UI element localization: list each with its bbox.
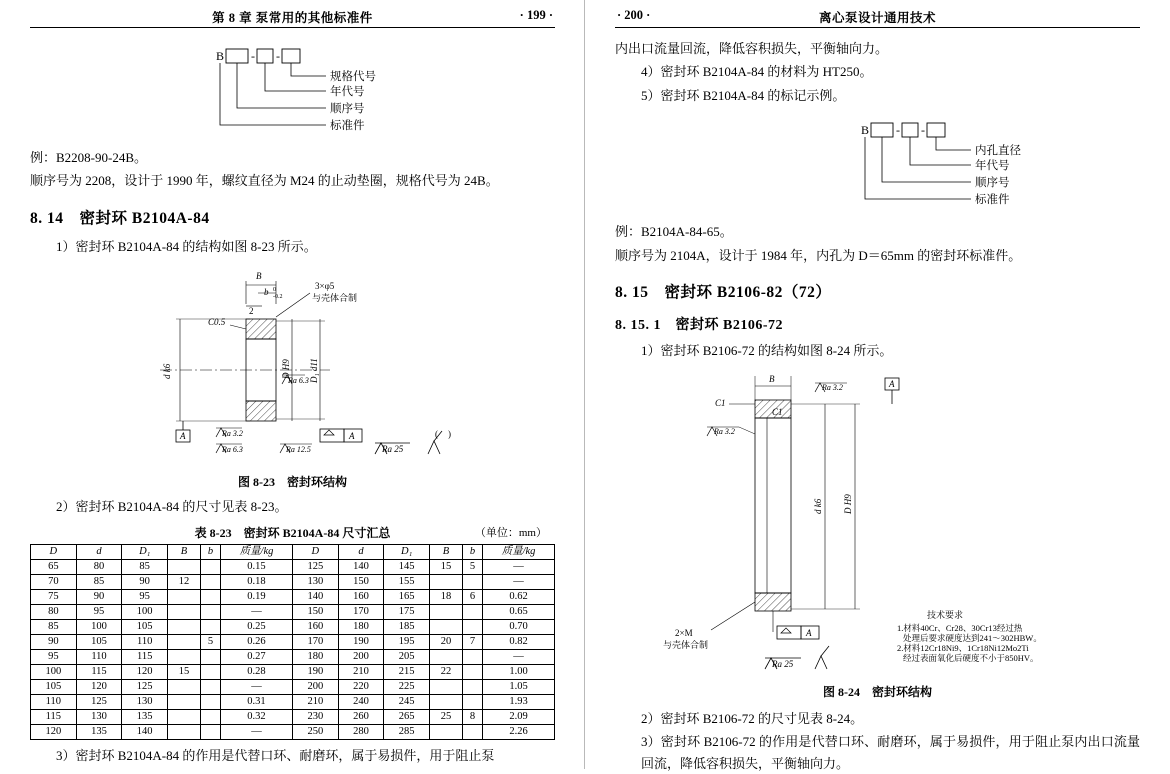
table-cell	[168, 679, 201, 694]
right-chapter-title: 离心泵设计通用技术	[818, 11, 936, 25]
table-cell: 0.70	[483, 619, 555, 634]
table-cell: 120	[31, 724, 77, 739]
svg-text:0: 0	[273, 287, 276, 294]
left-chapter-title: 第 8 章 泵常用的其他标准件	[212, 11, 373, 25]
table-cell	[168, 604, 201, 619]
table-cell	[462, 724, 482, 739]
right-label-2: 顺序号	[975, 177, 1010, 190]
table-cell: 250	[292, 724, 338, 739]
table-cell: 200	[338, 649, 384, 664]
table-cell: 105	[122, 619, 168, 634]
table-cell	[168, 694, 201, 709]
table-row	[31, 574, 555, 589]
table-row	[31, 694, 555, 709]
svg-text:2×M: 2×M	[675, 627, 693, 638]
table-cell	[200, 559, 220, 574]
right-label-1: 年代号	[975, 160, 1010, 173]
table-cell: —	[220, 604, 292, 619]
table-row	[31, 559, 555, 574]
figure-8-23-svg	[30, 259, 550, 464]
svg-text:A: A	[349, 431, 355, 442]
table-cell: 0.82	[483, 634, 555, 649]
table-cell: 115	[76, 664, 122, 679]
right-designation-diagram	[615, 112, 1140, 217]
table-cell: 120	[122, 664, 168, 679]
table-cell: 125	[122, 679, 168, 694]
figure-8-23-caption: 图 8-23 密封环结构	[238, 475, 347, 490]
table-cell: 90	[122, 574, 168, 589]
table-cell: 210	[338, 664, 384, 679]
table-cell: 130	[122, 694, 168, 709]
figure-8-24-caption: 图 8-24 密封环结构	[823, 684, 932, 699]
table-cell: 80	[76, 559, 122, 574]
table-cell: 140	[338, 559, 384, 574]
table-cell: 210	[292, 694, 338, 709]
table-cell: 2.26	[483, 724, 555, 739]
table-cell: 180	[292, 649, 338, 664]
table-cell	[168, 634, 201, 649]
th-5: 质量/kg	[220, 544, 292, 559]
right-page	[585, 0, 1170, 769]
table-cell: 140	[122, 724, 168, 739]
table-8-23	[30, 544, 555, 740]
table-cell: 105	[31, 679, 77, 694]
th-3: B	[168, 544, 201, 559]
table-cell: 185	[384, 619, 430, 634]
table-cell	[200, 604, 220, 619]
figure-8-23	[30, 259, 555, 469]
table-cell	[462, 574, 482, 589]
table-cell: 12	[168, 574, 201, 589]
table-cell: 135	[122, 709, 168, 724]
table-cell	[430, 724, 463, 739]
table-row	[31, 649, 555, 664]
table-cell	[200, 724, 220, 739]
right-label-0: 内孔直径	[975, 145, 1021, 158]
table-cell	[430, 604, 463, 619]
table-row	[31, 709, 555, 724]
table-8-23-unit: （单位：mm）	[474, 526, 547, 539]
svg-text:A: A	[889, 378, 895, 389]
svg-text:与壳体合制: 与壳体合制	[663, 639, 709, 650]
left-designation-diagram	[30, 38, 555, 143]
th-2: D₁	[122, 544, 168, 559]
table-cell: 18	[430, 589, 463, 604]
table-cell: 100	[31, 664, 77, 679]
svg-text:-: -	[896, 123, 900, 138]
table-row	[31, 724, 555, 739]
table-cell: 0.62	[483, 589, 555, 604]
table-cell: 245	[384, 694, 430, 709]
right-example-line: 例：B2104A-84-65。	[615, 224, 733, 240]
svg-text:Ra 3.2: Ra 3.2	[222, 429, 243, 439]
table-cell	[430, 679, 463, 694]
left-item-2: 2）密封环 B2104A-84 的尺寸见表 8-23。	[56, 499, 288, 515]
right-running-head	[615, 8, 1140, 28]
table-cell: 0.18	[220, 574, 292, 589]
table-cell: 22	[430, 664, 463, 679]
left-section-title: 8. 14 密封环 B2104A-84	[30, 209, 210, 227]
table-cell	[200, 589, 220, 604]
table-cell: 150	[292, 604, 338, 619]
svg-text:C1: C1	[715, 397, 726, 408]
table-cell: 280	[338, 724, 384, 739]
table-cell: 20	[430, 634, 463, 649]
table-row	[31, 634, 555, 649]
svg-text:D H9: D H9	[843, 493, 853, 514]
th-6: D	[292, 544, 338, 559]
right-section-title: 8. 15 密封环 B2106-82（72）	[615, 284, 832, 302]
table-cell	[168, 649, 201, 664]
table-cell: 95	[122, 589, 168, 604]
table-cell	[462, 649, 482, 664]
table-cell	[430, 694, 463, 709]
th-11: 质量/kg	[483, 544, 555, 559]
tech-req-title: 技术要求	[926, 609, 964, 620]
table-cell: 0.19	[220, 589, 292, 604]
table-cell	[200, 619, 220, 634]
table-cell: 150	[338, 574, 384, 589]
table-cell: 110	[31, 694, 77, 709]
table-cell: 115	[31, 709, 77, 724]
table-cell	[462, 679, 482, 694]
table-cell: 125	[76, 694, 122, 709]
table-cell: 120	[76, 679, 122, 694]
table-cell	[430, 619, 463, 634]
svg-text:-0.2: -0.2	[273, 294, 283, 301]
right-item-2: 2）密封环 B2106-72 的尺寸见表 8-24。	[641, 710, 864, 726]
table-cell: 0.15	[220, 559, 292, 574]
table-cell	[200, 679, 220, 694]
figure-8-24-svg	[615, 364, 1135, 674]
left-label-2: 顺序号	[330, 103, 365, 115]
table-cell: 0.65	[483, 604, 555, 619]
table-cell: 135	[76, 724, 122, 739]
table-cell: —	[483, 559, 555, 574]
svg-text:A: A	[180, 431, 186, 442]
right-designation-svg	[615, 112, 1135, 217]
table-cell: 90	[31, 634, 77, 649]
th-10: b	[462, 544, 482, 559]
table-cell	[200, 574, 220, 589]
table-cell: 15	[430, 559, 463, 574]
table-cell: —	[220, 724, 292, 739]
table-cell: 1.93	[483, 694, 555, 709]
svg-text:D₁ d11: D₁ d11	[309, 358, 319, 384]
table-cell: 165	[384, 589, 430, 604]
table-cell: 265	[384, 709, 430, 724]
table-cell: 180	[338, 619, 384, 634]
left-item-3: 3）密封环 B2104A-84 的作用是代替口环、耐磨环，属于易损件，用于阻止泵	[56, 747, 495, 763]
table-8-23-title	[30, 524, 555, 541]
left-page	[0, 0, 585, 769]
table-cell: —	[483, 574, 555, 589]
table-cell	[462, 694, 482, 709]
left-running-head	[30, 8, 555, 28]
table-cell	[462, 664, 482, 679]
table-cell: 160	[292, 619, 338, 634]
svg-text:Ra 25: Ra 25	[772, 658, 794, 669]
svg-text:d k6: d k6	[813, 498, 823, 514]
table-cell: 95	[76, 604, 122, 619]
th-8: D₁	[384, 544, 430, 559]
th-4: b	[200, 544, 220, 559]
table-cell: 140	[292, 589, 338, 604]
table-row	[31, 664, 555, 679]
table-cell: 260	[338, 709, 384, 724]
svg-text:2.材料12Cr18Ni9、1Cr18Ni12Mo2Ti: 2.材料12Cr18Ni9、1Cr18Ni12Mo2Ti	[897, 642, 1029, 653]
left-example-desc: 顺序号为 2208，设计于 1990 年，螺纹直径为 M24 的止动垫圈，规格代号为 24B。	[30, 173, 499, 189]
table-row	[31, 619, 555, 634]
table-cell	[168, 709, 201, 724]
svg-text:): )	[448, 429, 451, 440]
table-cell: 6	[462, 589, 482, 604]
table-cell: 0.25	[220, 619, 292, 634]
svg-text:Ra 25: Ra 25	[382, 444, 404, 455]
table-cell: 85	[122, 559, 168, 574]
left-label-3: 标准件	[330, 120, 365, 132]
table-cell: 175	[384, 604, 430, 619]
table-cell: 100	[122, 604, 168, 619]
table-cell: 125	[292, 559, 338, 574]
right-example-desc: 顺序号为 2104A，设计于 1984 年，内孔为 D＝65mm 的密封环标准件。	[615, 247, 1022, 263]
figure-8-24	[615, 364, 1140, 679]
table-row	[31, 679, 555, 694]
svg-text:2: 2	[249, 306, 254, 317]
table-cell: 130	[76, 709, 122, 724]
table-cell: 190	[292, 664, 338, 679]
table-cell	[168, 559, 201, 574]
svg-text:Ra 12.5: Ra 12.5	[286, 445, 311, 455]
table-cell	[200, 709, 220, 724]
table-cell: 145	[384, 559, 430, 574]
table-cell: —	[483, 649, 555, 664]
right-page-number: · 200 ·	[617, 8, 651, 22]
table-cell: 100	[76, 619, 122, 634]
table-cell: 205	[384, 649, 430, 664]
table-cell: 2.09	[483, 709, 555, 724]
table-cell: 95	[31, 649, 77, 664]
table-cell: 170	[292, 634, 338, 649]
right-code-prefix: B	[861, 123, 870, 138]
table-cell	[462, 619, 482, 634]
table-cell: —	[220, 679, 292, 694]
table-cell: 5	[200, 634, 220, 649]
left-code-prefix: B	[216, 49, 225, 63]
svg-text:处理后要求硬度达到241～302HBW。: 处理后要求硬度达到241～302HBW。	[903, 632, 1042, 643]
th-0: D	[31, 544, 77, 559]
left-label-0: 规格代号	[330, 71, 376, 83]
th-1: d	[76, 544, 122, 559]
table-cell: 215	[384, 664, 430, 679]
table-cell: 200	[292, 679, 338, 694]
table-cell: 7	[462, 634, 482, 649]
svg-text:B: B	[769, 373, 775, 384]
table-cell: 85	[31, 619, 77, 634]
table-cell	[200, 664, 220, 679]
svg-text:与壳体合制: 与壳体合制	[312, 293, 358, 304]
svg-text:Ra 6.3: Ra 6.3	[288, 376, 309, 386]
svg-text:(: (	[435, 429, 438, 440]
table-cell: 5	[462, 559, 482, 574]
table-cell: 0.27	[220, 649, 292, 664]
table-cell: 0.31	[220, 694, 292, 709]
table-cell: 220	[338, 679, 384, 694]
right-subsection-title: 8. 15. 1 密封环 B2106-72	[615, 318, 783, 334]
right-label-3: 标准件	[975, 194, 1010, 207]
table-cell: 90	[76, 589, 122, 604]
table-header-row	[31, 544, 555, 559]
svg-text:-: -	[921, 123, 925, 138]
svg-text:C0.5: C0.5	[208, 317, 226, 328]
left-page-number: · 199 ·	[519, 8, 553, 22]
table-cell: 195	[384, 634, 430, 649]
svg-text:C1: C1	[772, 406, 783, 417]
table-cell	[200, 694, 220, 709]
table-cell: 110	[76, 649, 122, 664]
table-cell	[168, 589, 201, 604]
table-cell: 1.00	[483, 664, 555, 679]
svg-text:-: -	[276, 49, 280, 63]
table-cell: 155	[384, 574, 430, 589]
svg-text:1.材料40Cr、Cr28、30Cr13经过热: 1.材料40Cr、Cr28、30Cr13经过热	[897, 622, 1023, 633]
table-cell: 80	[31, 604, 77, 619]
svg-text:经过表面氧化后硬度不小于850HV。: 经过表面氧化后硬度不小于850HV。	[903, 652, 1039, 663]
table-cell	[462, 604, 482, 619]
table-cell: 70	[31, 574, 77, 589]
table-cell: 0.32	[220, 709, 292, 724]
svg-text:3×φ5: 3×φ5	[315, 281, 335, 292]
th-7: d	[338, 544, 384, 559]
table-cell: 190	[338, 634, 384, 649]
table-cell: 225	[384, 679, 430, 694]
svg-text:-: -	[251, 49, 255, 63]
right-item-1: 1）密封环 B2106-72 的结构如图 8-24 所示。	[641, 343, 893, 359]
svg-text:A: A	[806, 627, 812, 638]
th-9: B	[430, 544, 463, 559]
table-cell	[430, 574, 463, 589]
svg-text:D H9: D H9	[281, 359, 291, 380]
right-item-3: 3）密封环 B2106-72 的作用是代替口环、耐磨环，属于易损件，用于阻止泵内出口流量回流，降低容积损失，平衡轴向力。	[641, 734, 1140, 771]
svg-text:Ra 3.2: Ra 3.2	[822, 382, 843, 392]
table-cell: 25	[430, 709, 463, 724]
table-cell: 15	[168, 664, 201, 679]
table-row	[31, 604, 555, 619]
table-cell	[168, 724, 201, 739]
table-cell: 75	[31, 589, 77, 604]
table-cell	[200, 649, 220, 664]
left-designation-svg	[30, 38, 550, 143]
table-cell: 230	[292, 709, 338, 724]
table-cell: 130	[292, 574, 338, 589]
table-cell: 0.28	[220, 664, 292, 679]
table-8-23-title-text: 表 8-23 密封环 B2104A-84 尺寸汇总	[194, 525, 391, 540]
table-cell: 110	[122, 634, 168, 649]
table-cell: 8	[462, 709, 482, 724]
table-row	[31, 589, 555, 604]
table-cell: 65	[31, 559, 77, 574]
right-item-5: 5）密封环 B2104A-84 的标记示例。	[641, 87, 846, 103]
table-cell: 105	[76, 634, 122, 649]
left-example-line: 例：B2208-90-24B。	[30, 150, 148, 165]
left-label-1: 年代号	[330, 86, 365, 98]
svg-text:b: b	[264, 287, 269, 298]
svg-text:Ra 3.2: Ra 3.2	[714, 426, 735, 436]
svg-text:d k6: d k6	[162, 364, 172, 380]
svg-text:B: B	[256, 271, 262, 282]
table-cell: 170	[338, 604, 384, 619]
table-body	[31, 559, 555, 739]
table-cell: 0.26	[220, 634, 292, 649]
right-cont-line: 内出口流量回流，降低容积损失，平衡轴向力。	[615, 41, 889, 56]
table-cell: 160	[338, 589, 384, 604]
table-cell: 240	[338, 694, 384, 709]
table-cell	[430, 649, 463, 664]
table-cell: 115	[122, 649, 168, 664]
left-item-1: 1）密封环 B2104A-84 的结构如图 8-23 所示。	[56, 238, 317, 254]
right-item-4: 4）密封环 B2104A-84 的材料为 HT250。	[641, 64, 873, 80]
table-cell	[168, 619, 201, 634]
table-cell: 285	[384, 724, 430, 739]
table-cell: 1.05	[483, 679, 555, 694]
table-cell: 85	[76, 574, 122, 589]
svg-text:Ra 6.3: Ra 6.3	[222, 445, 243, 455]
